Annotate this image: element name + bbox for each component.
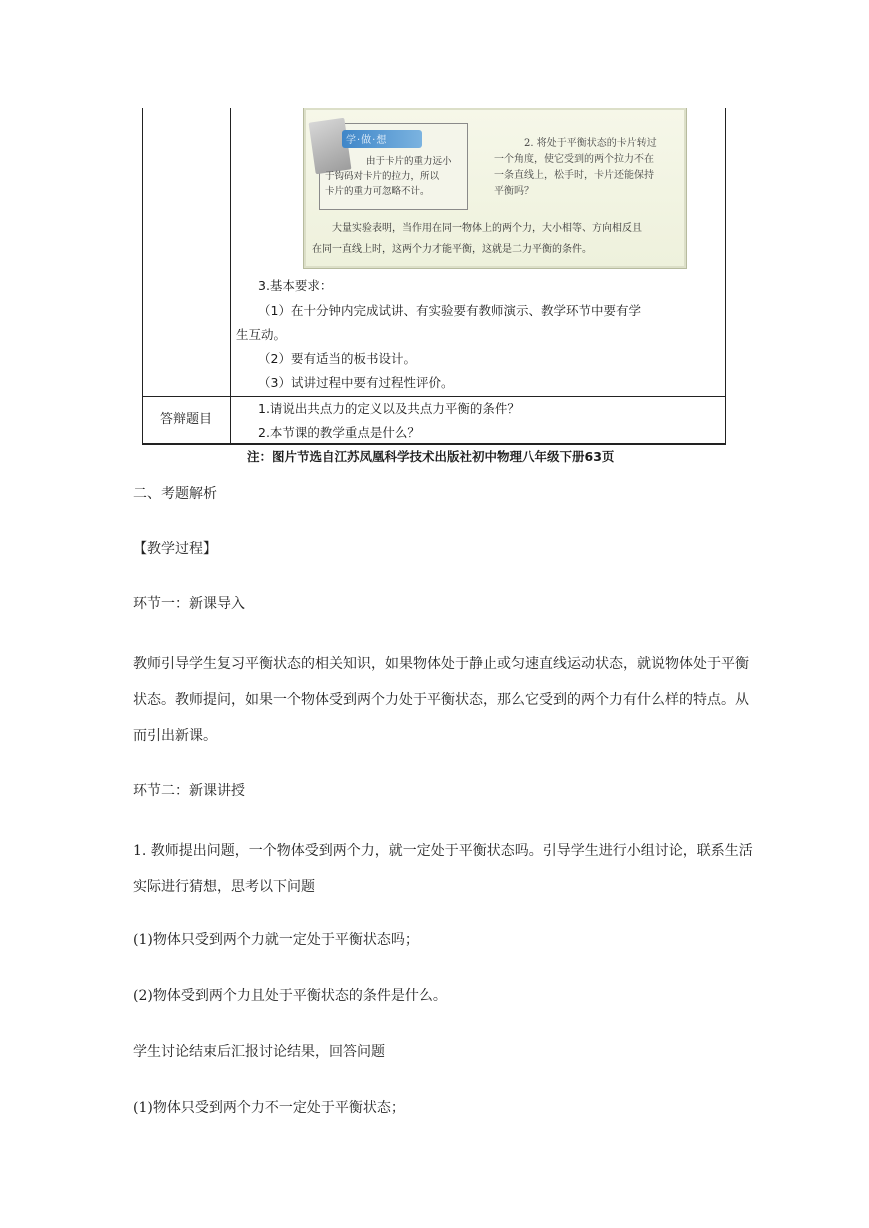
tip-line-2: 于钩码对卡片的拉力，所以 (325, 171, 440, 182)
stage-1-heading: 环节一：新课导入 (133, 596, 245, 612)
stage-1-paragraph: 教师引导学生复习平衡状态的相关知识，如果物体处于静止或匀速直线运动状态，就说物体处于平衡状态。教师提问，如果一个物体受到两个力处于平衡状态，那么它受到的两个力有什么样的特点。从而引出新课。 (133, 656, 749, 744)
requirement-3: （3）试讲过程中要有过程性评价。 (258, 375, 454, 390)
tip-line-3: 卡片的重力可忽略不计。 (325, 186, 430, 197)
table-border-bottom (142, 443, 726, 445)
badge (342, 130, 422, 148)
point-1-paragraph: 1. 教师提出问题，一个物体受到两个力，就一定处于平衡状态吗。引导学生进行小组讨论，联系生活实际进行猜想，思考以下问题 (133, 843, 753, 895)
answer-1: (1)物体只受到两个力不一定处于平衡状态； (133, 1100, 405, 1116)
tip-text-rest (325, 169, 439, 199)
conclusion-text (312, 218, 642, 260)
textbook-figure (303, 108, 687, 269)
report-text: 学生讨论结束后汇报讨论结果，回答问题 (133, 1044, 385, 1060)
defense-label: 答辩题目 (160, 412, 213, 427)
requirement-2: （2）要有适当的板书设计。 (258, 351, 416, 366)
tip-text (366, 154, 452, 169)
step-2-line-3: 一条直线上，松手时，卡片还能保持 (494, 170, 654, 181)
step-2-line-1: 2. 将处于平衡状态的卡片转过 (524, 138, 657, 149)
defense-question-2: 2.本节课的教学重点是什么？ (258, 425, 420, 440)
table-border-col (230, 108, 231, 444)
tip-line-1: 由于卡片的重力远小 (366, 156, 452, 167)
stage-2-heading: 环节二：新课讲授 (133, 783, 245, 799)
question-2: (2)物体受到两个力且处于平衡状态的条件是什么。 (133, 988, 447, 1004)
defense-question-1: 1.请说出共点力的定义以及共点力平衡的条件？ (258, 401, 520, 416)
table-border-right (725, 108, 726, 444)
figure-source-note: 注：图片节选自江苏凤凰科学技术出版社初中物理八年级下册63页 (247, 449, 615, 464)
requirement-1-line-1: （1）在十分钟内完成试讲、有实验要有教师演示、教学环节中要有学 (258, 303, 641, 318)
badge-label: 学·做·想 (346, 135, 388, 146)
question-1: (1)物体只受到两个力就一定处于平衡状态吗； (133, 932, 419, 948)
step-2-line-2: 一个角度，使它受到的两个拉力不在 (494, 154, 654, 165)
conclusion-line-2: 在同一直线上时，这两个力才能平衡，这就是二力平衡的条件。 (312, 244, 592, 255)
requirement-1-line-2: 生互动。 (236, 327, 287, 342)
step-2-line-4: 平衡吗？ (494, 186, 534, 197)
process-heading: 【教学过程】 (133, 541, 217, 557)
step-2-text (494, 136, 657, 200)
table-border-left (142, 108, 143, 444)
section-heading: 二、考题解析 (133, 486, 217, 502)
table-row-divider (142, 396, 726, 397)
tip-box (319, 123, 468, 210)
conclusion-line-1: 大量实验表明，当作用在同一物体上的两个力，大小相等、方向相反且 (332, 223, 642, 234)
requirements-title: 3.基本要求： (258, 278, 333, 293)
